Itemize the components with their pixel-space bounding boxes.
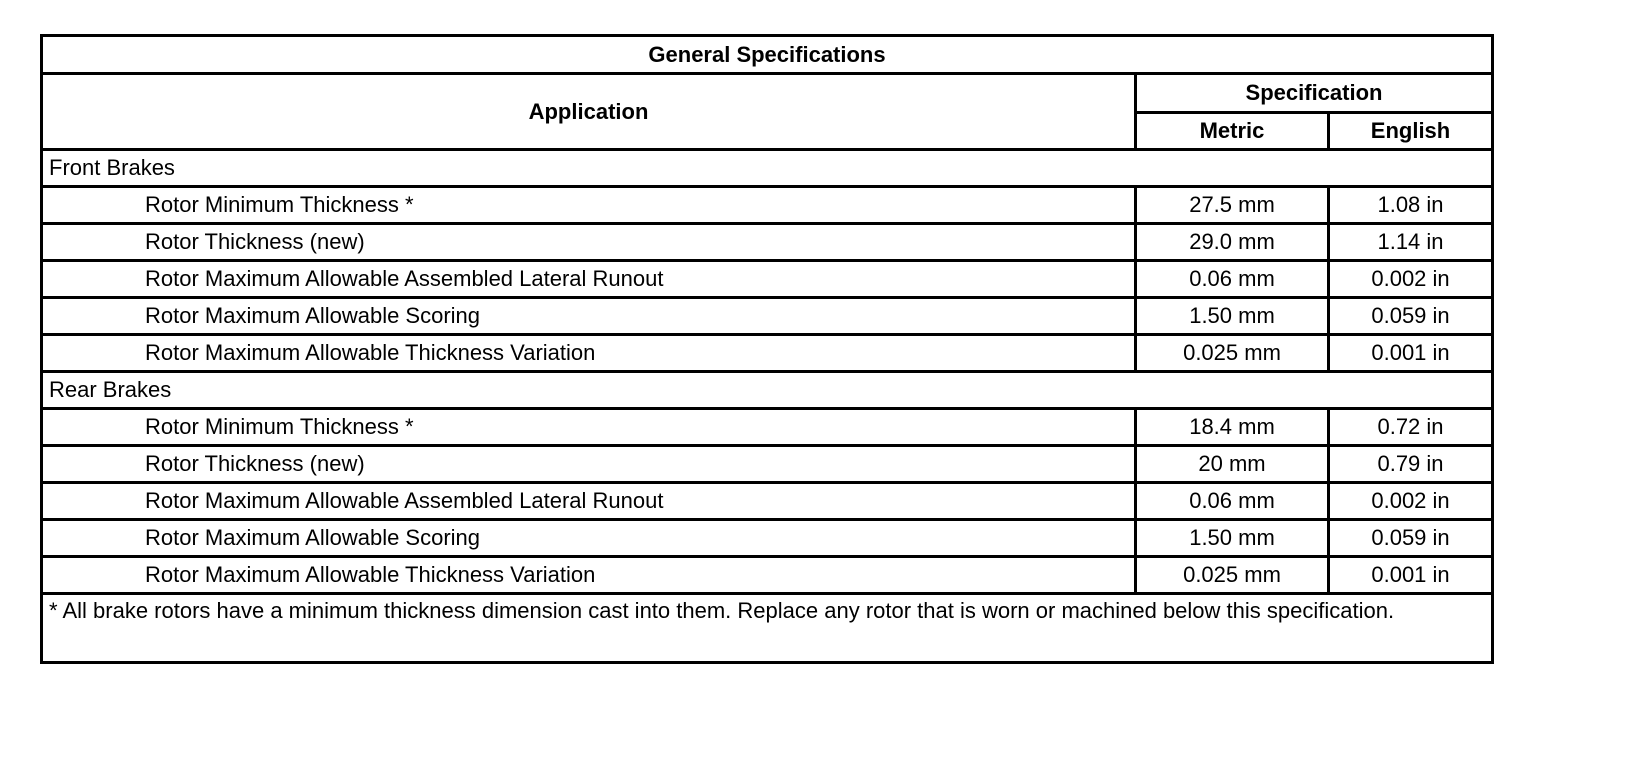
application-cell: Rotor Maximum Allowable Assembled Lateral Runout: [42, 261, 1136, 298]
english-header: English: [1329, 113, 1493, 150]
english-value: 0.001 in: [1329, 557, 1493, 594]
section-row: [42, 150, 1493, 187]
header-row: [42, 74, 1493, 113]
application-cell: Rotor Maximum Allowable Assembled Lateral Runout: [42, 483, 1136, 520]
table-row: [42, 409, 1493, 446]
application-cell: Rotor Thickness (new): [42, 224, 1136, 261]
metric-value: 0.06 mm: [1136, 261, 1329, 298]
application-cell: Rotor Minimum Thickness *: [42, 409, 1136, 446]
footnote-row: [42, 594, 1493, 663]
english-value: 1.08 in: [1329, 187, 1493, 224]
table-row: [42, 224, 1493, 261]
metric-value: 1.50 mm: [1136, 520, 1329, 557]
english-value: 0.002 in: [1329, 261, 1493, 298]
table-row: [42, 187, 1493, 224]
metric-value: 29.0 mm: [1136, 224, 1329, 261]
metric-value: 1.50 mm: [1136, 298, 1329, 335]
application-header: Application: [42, 74, 1136, 150]
english-value: 0.059 in: [1329, 520, 1493, 557]
section-title: Rear Brakes: [42, 372, 1493, 409]
metric-value: 27.5 mm: [1136, 187, 1329, 224]
table-row: [42, 298, 1493, 335]
table-row: [42, 557, 1493, 594]
english-value: 0.001 in: [1329, 335, 1493, 372]
table-row: [42, 261, 1493, 298]
english-value: 0.79 in: [1329, 446, 1493, 483]
application-cell: Rotor Maximum Allowable Scoring: [42, 520, 1136, 557]
table-row: [42, 335, 1493, 372]
application-cell: Rotor Maximum Allowable Thickness Variation: [42, 335, 1136, 372]
application-cell: Rotor Maximum Allowable Scoring: [42, 298, 1136, 335]
table-row: [42, 483, 1493, 520]
section-title: Front Brakes: [42, 150, 1493, 187]
english-value: 0.72 in: [1329, 409, 1493, 446]
application-cell: Rotor Thickness (new): [42, 446, 1136, 483]
metric-value: 0.06 mm: [1136, 483, 1329, 520]
english-value: 1.14 in: [1329, 224, 1493, 261]
metric-header: Metric: [1136, 113, 1329, 150]
table-row: [42, 520, 1493, 557]
application-cell: Rotor Maximum Allowable Thickness Variation: [42, 557, 1136, 594]
specifications-table: [40, 34, 1494, 664]
metric-value: 20 mm: [1136, 446, 1329, 483]
metric-value: 18.4 mm: [1136, 409, 1329, 446]
english-value: 0.059 in: [1329, 298, 1493, 335]
english-value: 0.002 in: [1329, 483, 1493, 520]
table-title-row: [42, 36, 1493, 74]
section-row: [42, 372, 1493, 409]
application-cell: Rotor Minimum Thickness *: [42, 187, 1136, 224]
footnote: * All brake rotors have a minimum thickness dimension cast into them. Replace any rotor that is worn or machined below this specification.: [42, 594, 1493, 663]
table-row: [42, 446, 1493, 483]
table-title: General Specifications: [42, 36, 1493, 74]
metric-value: 0.025 mm: [1136, 335, 1329, 372]
metric-value: 0.025 mm: [1136, 557, 1329, 594]
specification-header: Specification: [1136, 74, 1493, 113]
